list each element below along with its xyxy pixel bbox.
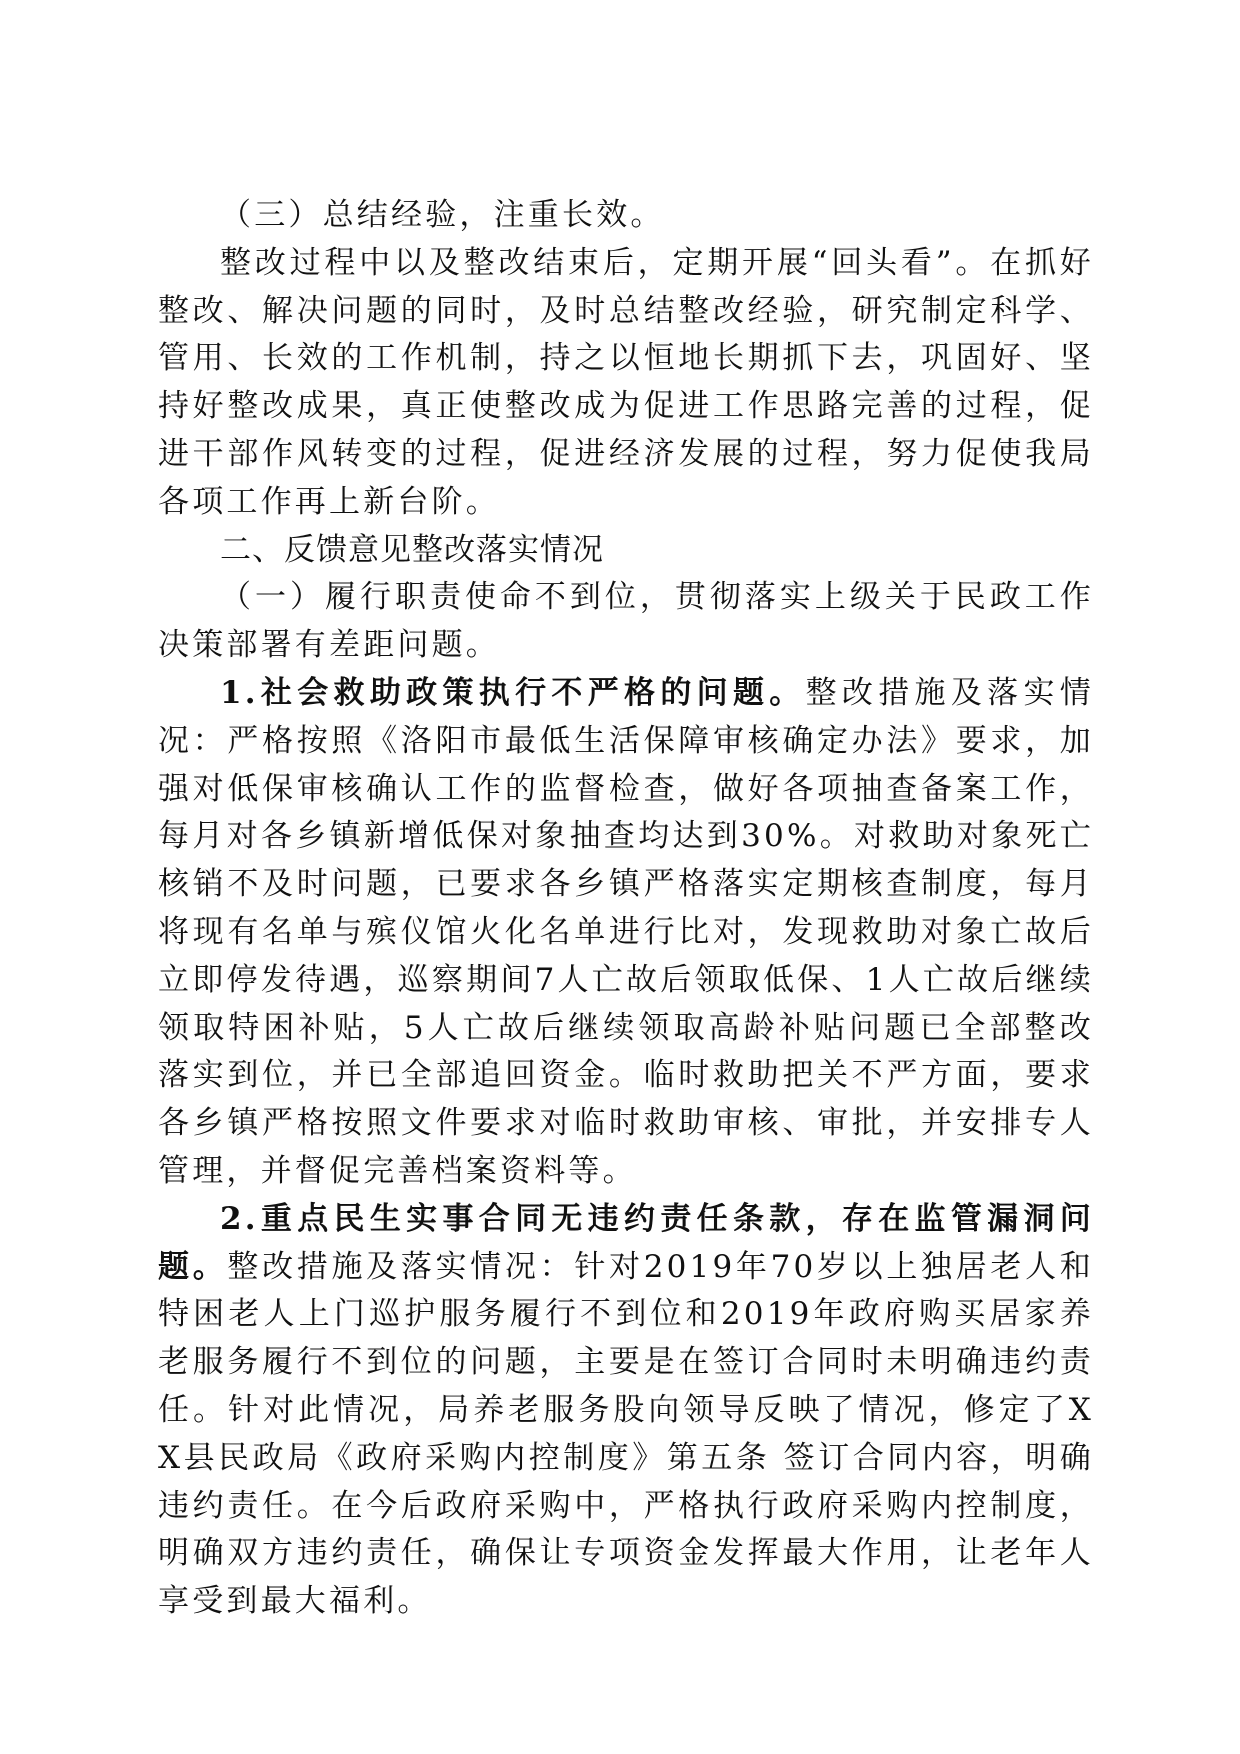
paragraph-review: 整改过程中以及整改结束后，定期开展“回头看”。在抓好整改、解决问题的同时，及时总结整改经验，研究制定科学、管用、长效的工作机制，持之以恒地长期抓下去，巩固好、坚持好整改成果，真正使整改成为促进工作思路完善的过程，促进干部作风转变的过程，促进经济发展的过程，努力促使我局各项工作再上新台阶。 [158,244,1094,520]
item-two-body: 整改措施及落实情况：针对2019年70岁以上独居老人和特困老人上门巡护服务履行不到位和2019年政府购买居家养老服务履行不到位的问题，主要是在签订合同时未明确违约责任。针对此情况，局养老服务股向领导反映了情况，修定了XX县民政局《政府采购内控制度》第五条 签订合同内容，明确违约责任。在今后政府采购中，严格执行政府采购内控制度，明确双方违约责任，确保让专项资金发挥最大作用，让老年人享受到最大福利。 [158,1248,1094,1620]
sub-heading-three: （三）总结经验，注重长效。 [220,197,665,233]
item-one-body: 整改措施及落实情况：严格按照《洛阳市最低生活保障审核确定办法》要求，加强对低保审核确认工作的监督检查，做好各项抽查备案工作，每月对各乡镇新增低保对象抽查均达到30%。对救助对象死亡核销不及时问题，已要求各乡镇严格落实定期核查制度，每月将现有名单与殡仪馆火化名单进行比对，发现救助对象亡故后立即停发待遇，巡察期间7人亡故后领取低保、1人亡故后继续领取特困补贴，5人亡故后继续领取高龄补贴问题已全部整改落实到位，并已全部追回资金。临时救助把关不严方面，要求各乡镇严格按照文件要求对临时救助审核、审批，并安排专人管理，并督促完善档案资料等。 [158,674,1094,1189]
sub-heading-one: （一）履行职责使命不到位，贯彻落实上级关于民政工作决策部署有差距问题。 [158,579,1094,664]
item-two-paragraph [158,1196,1094,1626]
item-one-title: 1.社会救助政策执行不严格的问题。 [220,674,806,711]
section-heading-two: 二、反馈意见整改落实情况 [220,531,604,568]
item-one-paragraph [158,670,1094,1196]
item-two-title: 2.重点民生实事合同无违约责任条款，存在监管漏洞问题。 [158,1200,1094,1285]
document-page [158,192,1094,1626]
